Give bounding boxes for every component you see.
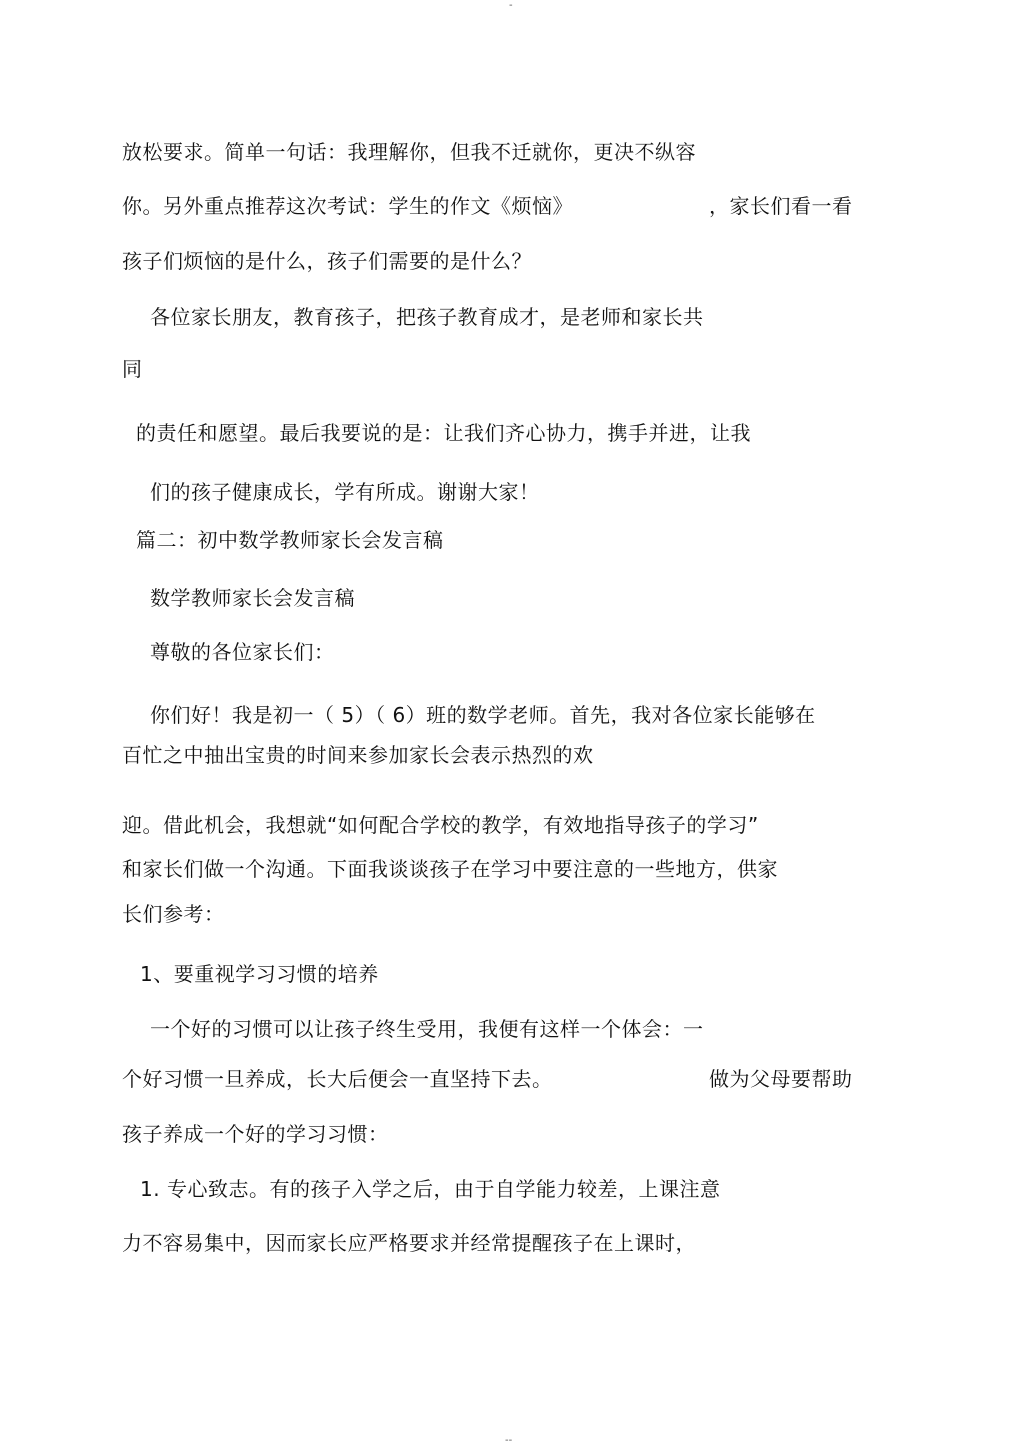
subsection-heading: 1、要重视学习习惯的培养 [140,962,379,986]
list-item: 1. 专心致志。有的孩子入学之后，由于自学能力较差，上课注意 [140,1177,721,1201]
text-line: 的责任和愿望。最后我要说的是：让我们齐心协力，携手并进，让我 [136,421,751,445]
text-line: 同 [122,357,143,381]
text-line: 你。另外重点推荐这次考试：学生的作文《烦恼》 [122,194,573,218]
text-line: 你们好！我是初一（ 5）（ 6）班的数学老师。首先，我对各位家长能够在 [150,703,816,727]
page-header-mark: - [509,0,513,11]
text-line: 百忙之中抽出宝贵的时间来参加家长会表示热烈的欢 [122,743,594,767]
text-line: 做为父母要帮助 [709,1067,853,1091]
text-line: 各位家长朋友，教育孩子，把孩子教育成才，是老师和家长共 [150,305,704,329]
text-line: 力不容易集中，因而家长应严格要求并经常提醒孩子在上课时， [122,1231,696,1255]
text-line: 迎。借此机会，我想就“如何配合学校的教学，有效地指导孩子的学习” [122,813,759,837]
text-line: 个好习惯一旦养成，长大后便会一直坚持下去。 [122,1067,553,1091]
section-heading: 篇二：初中数学教师家长会发言稿 [136,528,444,552]
text-line: 们的孩子健康成长，学有所成。谢谢大家！ [150,480,540,504]
text-line: 长们参考： [122,902,225,926]
page-footer-mark: -- [505,1435,513,1446]
salutation: 尊敬的各位家长们： [150,640,335,664]
document-title: 数学教师家长会发言稿 [150,586,355,610]
text-line: 放松要求。简单一句话：我理解你，但我不迁就你，更决不纵容 [122,140,696,164]
text-line: ，家长们看一看 [709,194,853,218]
text-line: 孩子养成一个好的学习习惯： [122,1122,389,1146]
text-line: 一个好的习惯可以让孩子终生受用，我便有这样一个体会：一 [150,1017,704,1041]
text-line: 孩子们烦恼的是什么，孩子们需要的是什么？ [122,249,532,273]
text-line: 和家长们做一个沟通。下面我谈谈孩子在学习中要注意的一些地方，供家 [122,857,778,881]
